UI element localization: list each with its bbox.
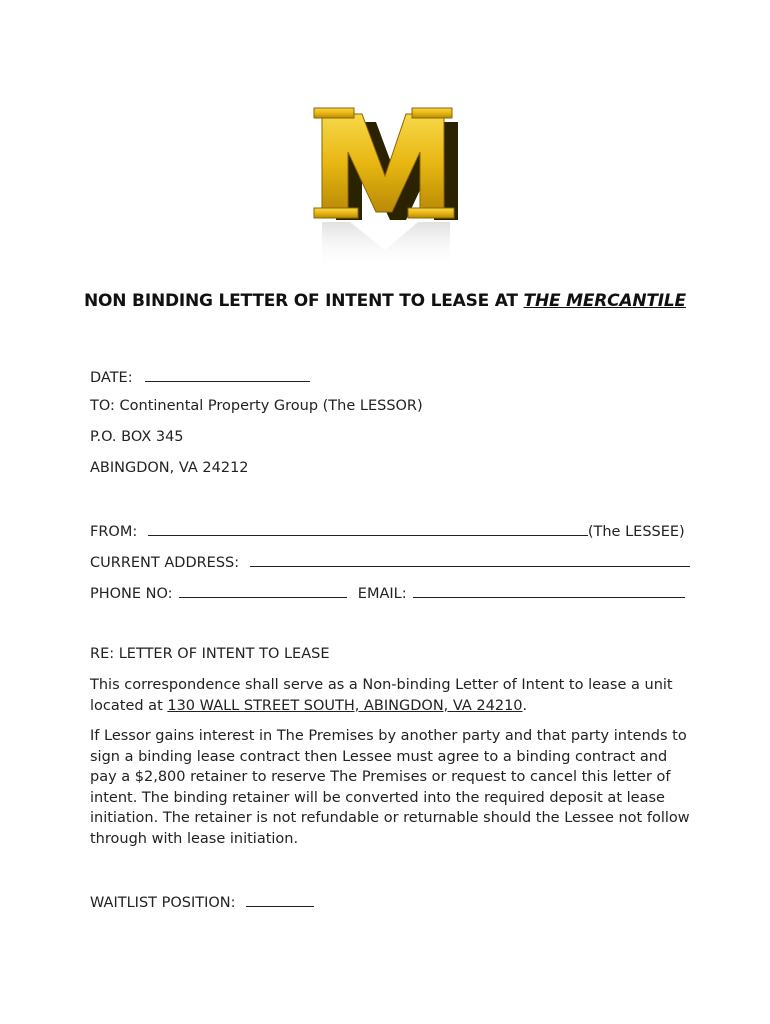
mercantile-logo (300, 100, 475, 280)
re-line: RE: LETTER OF INTENT TO LEASE (90, 646, 330, 662)
waitlist-label: WAITLIST POSITION: (90, 895, 236, 911)
phone-field[interactable] (179, 583, 347, 598)
title-emphasis: THE MERCANTILE (523, 291, 686, 311)
contact-row (90, 583, 685, 602)
document-title (0, 291, 770, 311)
from-field[interactable] (148, 521, 588, 536)
email-label: EMAIL: (357, 586, 407, 602)
to-line-1: TO: Continental Property Group (The LESSOR) (90, 398, 423, 414)
title-main: NON BINDING LETTER OF INTENT TO LEASE AT (84, 291, 524, 311)
waitlist-row (90, 892, 314, 911)
date-label: DATE: (90, 370, 133, 386)
intent-paragraph (90, 675, 690, 716)
address-field[interactable] (250, 552, 690, 567)
from-suffix: (The LESSEE) (587, 524, 685, 540)
from-label: FROM: (90, 524, 138, 540)
to-line-2: P.O. BOX 345 (90, 429, 184, 445)
retainer-paragraph: If Lessor gains interest in The Premises by another party and that party intends to sign a binding lease contract then Lessee must agree to a binding contract and pay a $2,800 retainer to reserve The Premises or request to cancel this letter of intent. The binding retainer will be converted into the required deposit at lease initiation. The retainer is not refundable or returnable should the Lessee not follow through with lease initiation. (90, 728, 690, 847)
waitlist-field[interactable] (246, 892, 314, 907)
phone-label: PHONE NO: (90, 586, 173, 602)
from-row (90, 521, 685, 540)
date-field[interactable] (145, 367, 310, 382)
date-row (90, 367, 310, 386)
intent-end: . (522, 697, 528, 714)
to-line-3: ABINGDON, VA 24212 (90, 460, 249, 476)
email-field[interactable] (413, 583, 685, 598)
address-row (90, 552, 690, 571)
intent-text: This correspondence shall serve as a Non-binding Letter of Intent to lease a unit located at (90, 677, 673, 714)
premises-address: 130 WALL STREET SOUTH, ABINGDON, VA 24210 (167, 697, 523, 714)
address-label: CURRENT ADDRESS: (90, 555, 240, 571)
